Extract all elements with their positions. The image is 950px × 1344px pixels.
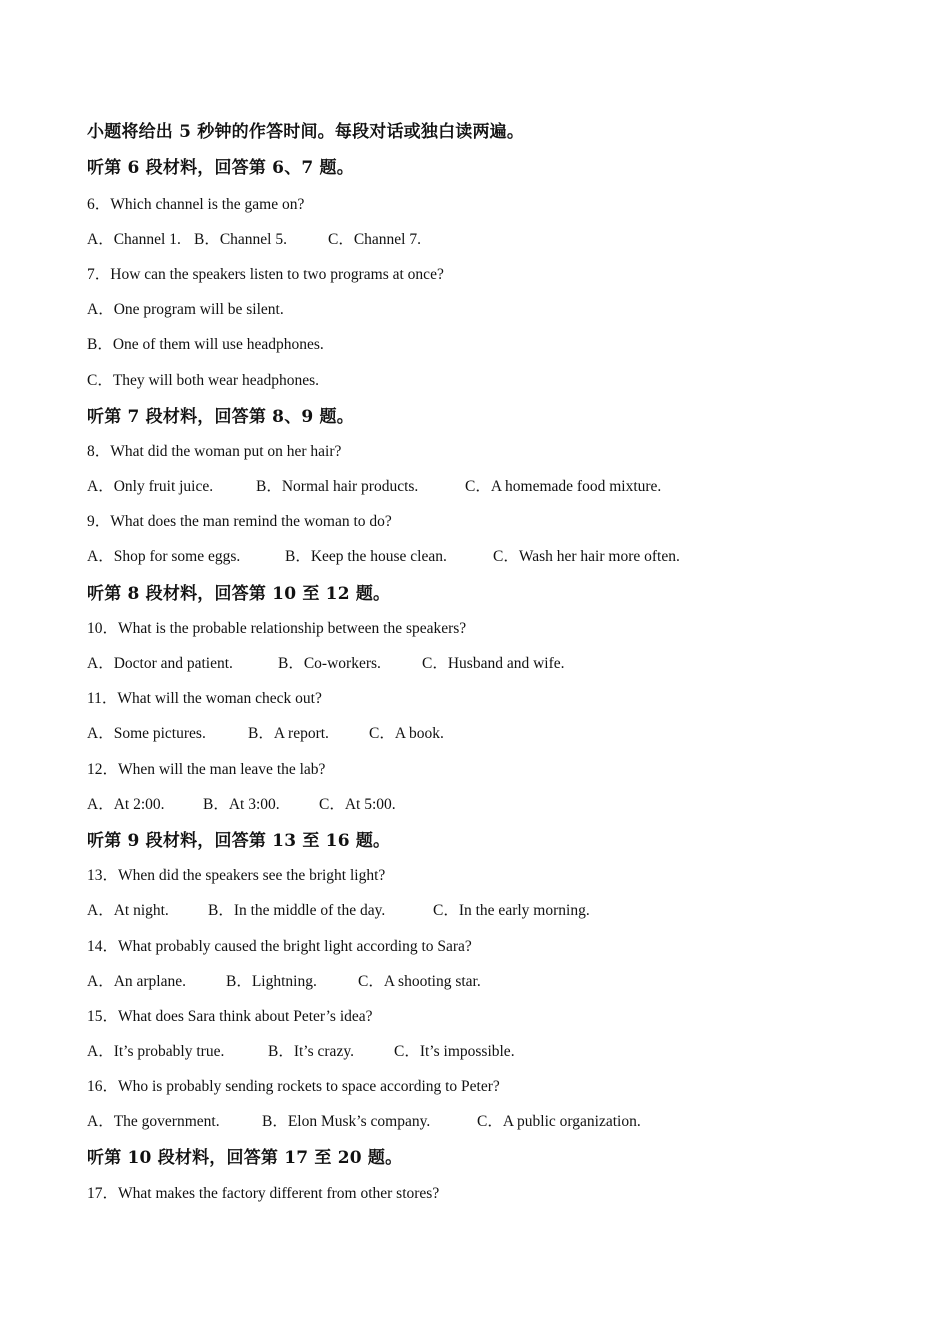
section-heading: 听第 9 段材料，回答第 13 至 16 题。 (87, 831, 391, 851)
question: 7．How can the speakers listen to two programs at once? (87, 266, 444, 283)
question: 10．What is the probable relationship between the speakers? (87, 620, 467, 637)
options-row (87, 721, 444, 743)
option: C．In the early morning. (433, 902, 590, 919)
option: C．A homemade food mixture. (465, 478, 662, 495)
question: 15．What does Sara think about Peter’s idea? (87, 1008, 373, 1025)
option: A．Doctor and patient. (87, 655, 233, 672)
option: A．Only fruit juice. (87, 478, 214, 495)
options-row (87, 227, 421, 249)
option: B．At 3:00. (203, 796, 280, 813)
option: A．At 2:00. (87, 796, 165, 813)
option: B．In the middle of the day. (208, 902, 386, 919)
options-row (87, 544, 680, 566)
option: A．The government. (87, 1113, 220, 1130)
option: B．A report. (248, 725, 329, 742)
option: C．At 5:00. (319, 796, 396, 813)
option: C．Channel 7. (328, 231, 421, 248)
option: A．At night. (87, 902, 169, 919)
option: B．Elon Musk’s company. (262, 1113, 431, 1130)
question: 12．When will the man leave the lab? (87, 761, 326, 778)
question: 8．What did the woman put on her hair? (87, 443, 342, 460)
option-text: A．One program will be silent. (87, 301, 284, 318)
option: C．A book. (369, 725, 444, 742)
option (87, 332, 324, 354)
options-row (87, 474, 661, 496)
question: 6．Which channel is the game on? (87, 196, 305, 213)
option: A．Shop for some eggs. (87, 548, 241, 565)
options-row (87, 1039, 515, 1061)
section-heading: 听第 6 段材料，回答第 6、7 题。 (87, 158, 354, 178)
option: C．A public organization. (477, 1113, 641, 1130)
option: B．Channel 5. (194, 231, 287, 248)
option (87, 297, 284, 319)
section-heading: 听第 7 段材料，回答第 8、9 题。 (87, 407, 354, 427)
option: B．Lightning. (226, 973, 317, 990)
option: C．A shooting star. (358, 973, 481, 990)
options-row (87, 651, 565, 673)
options-row (87, 1109, 641, 1131)
option: A．Channel 1. (87, 231, 181, 248)
option (87, 368, 319, 390)
question: 13．When did the speakers see the bright light? (87, 867, 386, 884)
question: 16．Who is probably sending rockets to space according to Peter? (87, 1078, 500, 1095)
options-row (87, 792, 396, 814)
options-row (87, 969, 481, 991)
option: B．It’s crazy. (268, 1043, 354, 1060)
option: B．Normal hair products. (256, 478, 419, 495)
question: 9．What does the man remind the woman to do? (87, 513, 392, 530)
option: C．It’s impossible. (394, 1043, 515, 1060)
option: B．Co-workers. (278, 655, 381, 672)
section-heading: 听第 8 段材料，回答第 10 至 12 题。 (87, 584, 391, 604)
question: 14．What probably caused the bright light according to Sara? (87, 938, 472, 955)
option: A．An arplane. (87, 973, 186, 990)
option: B．Keep the house clean. (285, 548, 447, 565)
option: C．Husband and wife. (422, 655, 565, 672)
section-heading: 听第 10 段材料，回答第 17 至 20 题。 (87, 1148, 403, 1168)
option-text: C．They will both wear headphones. (87, 372, 320, 389)
option: A．It’s probably true. (87, 1043, 225, 1060)
option: C．Wash her hair more often. (493, 548, 680, 565)
option: A．Some pictures. (87, 725, 206, 742)
question: 17．What makes the factory different from other stores? (87, 1185, 440, 1202)
options-row (87, 898, 590, 920)
question: 11．What will the woman check out? (87, 690, 322, 707)
instruction-text: 小题将给出 5 秒钟的作答时间。每段对话或独白读两遍。 (87, 122, 525, 142)
option-text: B．One of them will use headphones. (87, 336, 324, 353)
